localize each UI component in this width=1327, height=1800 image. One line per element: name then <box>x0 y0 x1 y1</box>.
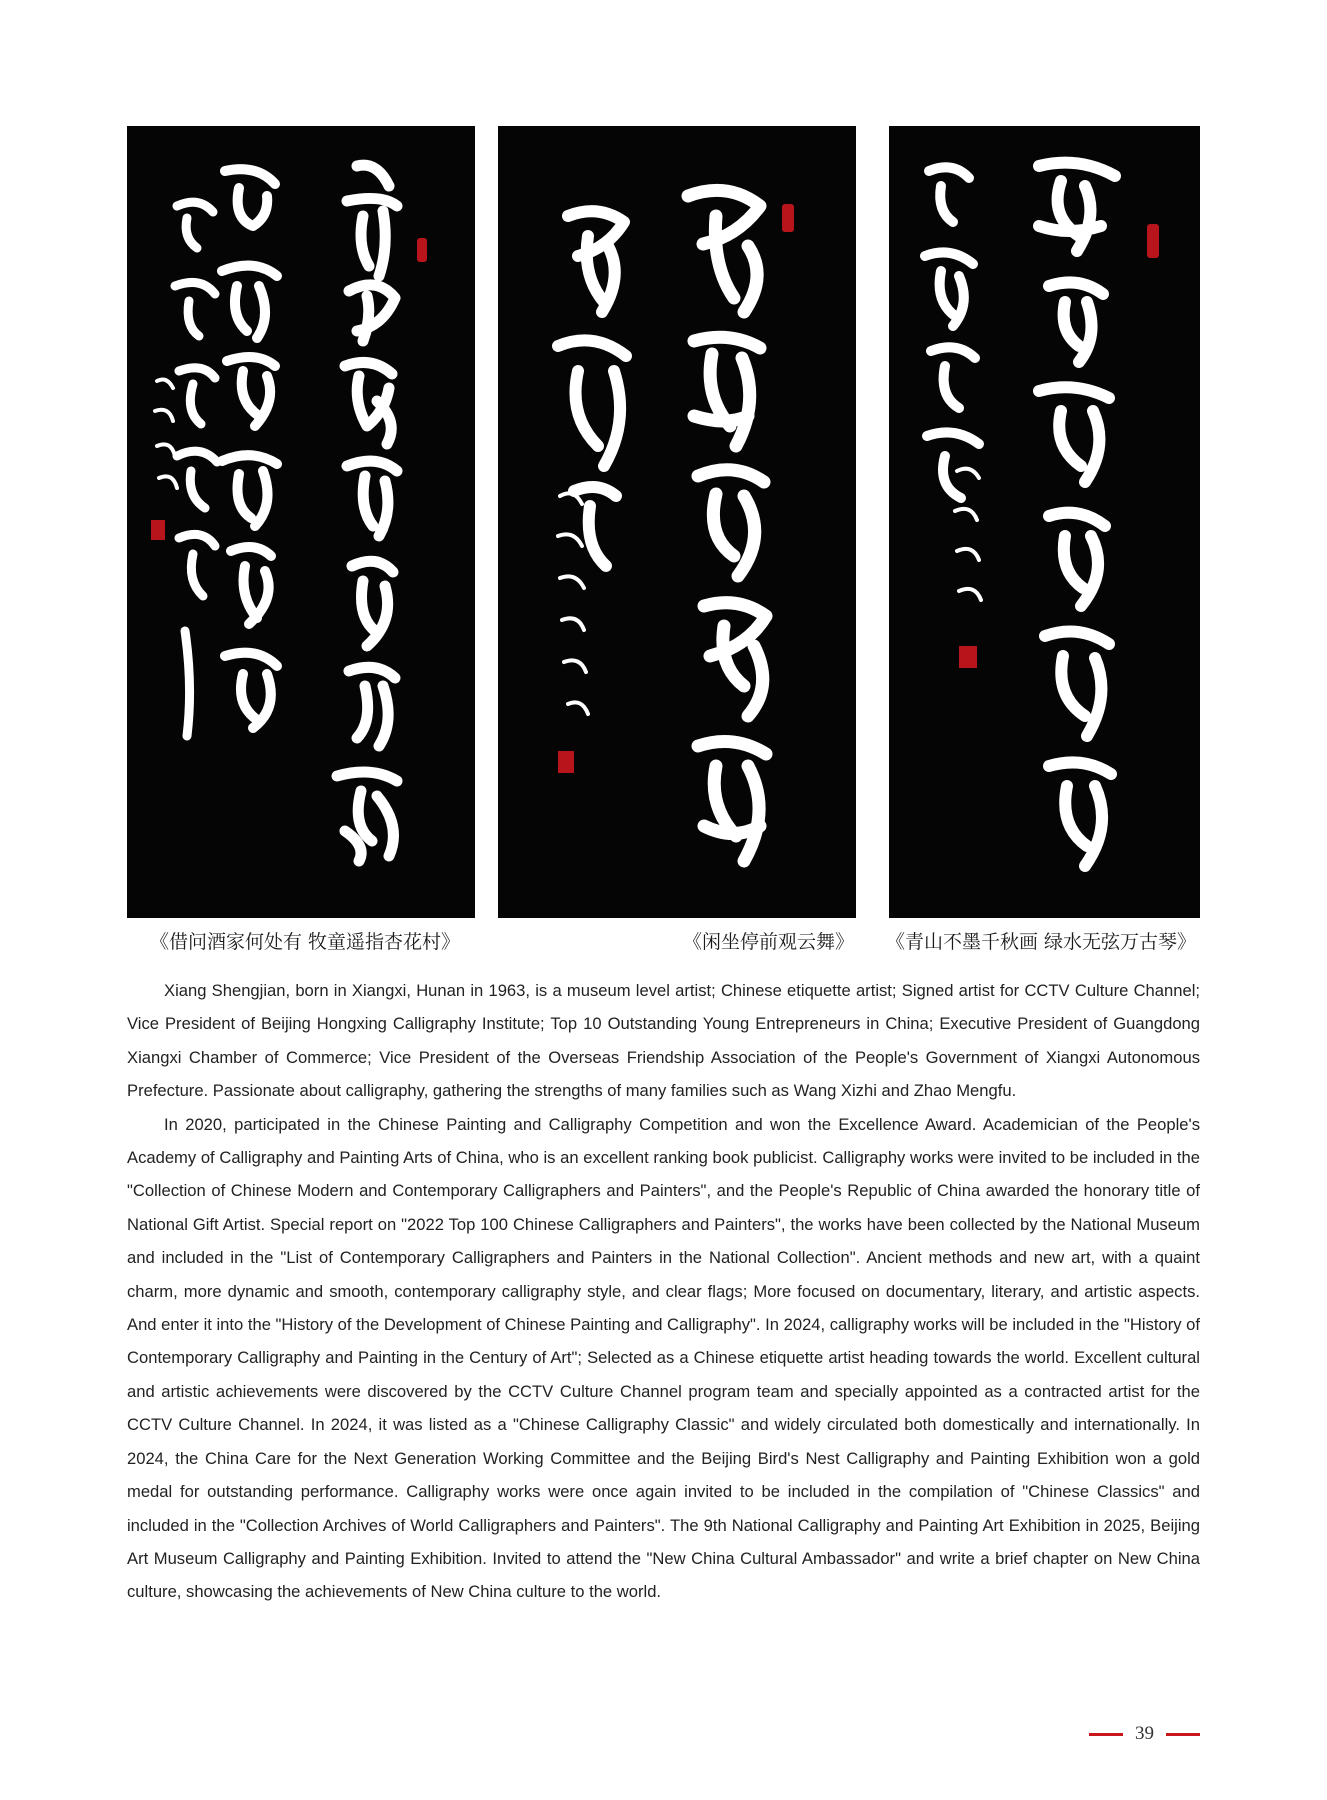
calligraphy-artwork-1 <box>127 126 475 918</box>
calligraphy-column-left <box>558 211 626 566</box>
calligraphy-image-2 <box>498 126 856 918</box>
page-number: 39 <box>1135 1723 1154 1744</box>
seal-3 <box>959 646 977 668</box>
seal-top-1 <box>417 238 427 262</box>
signature-3 <box>955 469 981 600</box>
artwork-caption-3: 《青山不墨千秋画 绿水无弦万古琴》 <box>886 931 1197 953</box>
calligraphy-artwork-2 <box>498 126 856 918</box>
artwork-caption-2: 《闲坐停前观云舞》 <box>683 931 855 953</box>
seal-2 <box>558 751 574 773</box>
page-footer <box>1089 1723 1200 1745</box>
calligraphy-column-left <box>925 167 979 498</box>
calligraphy-image-1 <box>127 126 475 918</box>
calligraphy-artwork-3 <box>889 126 1200 918</box>
footer-rule-right <box>1166 1733 1200 1736</box>
seal-top-3 <box>1147 224 1159 258</box>
calligraphy-image-3 <box>889 126 1200 918</box>
paragraph-2: In 2020, participated in the Chinese Painting and Calligraphy Competition and won the Excellence Award. Academician of the People's Academy of Calligraphy and Painting Arts of China, who is an excellent ranking book publicist. Calligraphy works were invited to be included in the "Collection of Chinese Modern and Contemporary Calligraphers and Painters", and the People's Republic of China awarded the honorary title of National Gift Artist. Special report on "2022 Top 100 Chinese Calligraphers and Painters", the works have been collected by the National Museum and included in the "List of Contemporary Calligraphers and Painters in the National Collection". Ancient methods and new art, with a quaint charm, more dynamic and smooth, contemporary calligraphy style, and clear flags; More focused on documentary, literary, and artistic aspects. And enter it into the "History of the Development of Chinese Painting and Calligraphy". In 2024, calligraphy works will be included in the "History of Contemporary Calligraphy and Painting in the Century of Art"; Selected as a Chinese etiquette artist heading towards the world. Excellent cultural and artistic achievements were discovered by the CCTV Culture Channel program team and specially appointed as a contracted artist for the CCTV Culture Channel. In 2024, it was listed as a "Chinese Calligraphy Classic" and widely circulated both domestically and internationally. In 2024, the China Care for the Next Generation Working Committee and the Beijing Bird's Nest Calligraphy and Painting Exhibition won a gold medal for outstanding performance. Calligraphy works were once again invited to be included in the compilation of "Chinese Classics" and included in the "Collection Archives of World Calligraphers and Painters". The 9th National Calligraphy and Painting Art Exhibition in 2025, Beijing Art Museum Calligraphy and Painting Exhibition. Invited to attend the "New China Cultural Ambassador" and write a brief chapter on New China culture, showcasing the achievements of New China culture to the world. <box>127 1114 1200 1602</box>
signature-1 <box>155 380 177 488</box>
calligraphy-column-right <box>688 190 766 861</box>
calligraphy-column-middle <box>222 169 277 728</box>
calligraphy-column-left <box>175 202 217 736</box>
biography-text <box>127 974 1200 1609</box>
artwork-caption-1: 《借问酒家何处有 牧童遥指杏花村》 <box>150 931 461 953</box>
paragraph-1: Xiang Shengjian, born in Xiangxi, Hunan in 1963, is a museum level artist; Chinese etiquette artist; Signed artist for CCTV Culture Channel; Vice President of Beijing Hongxing Calligraphy Institute; Top 10 Outstanding Young Entrepreneurs in China; Executive President of Guangdong Xiangxi Chamber of Commerce; Vice President of the Overseas Friendship Association of the People's Government of Xiangxi Autonomous Prefecture. Passionate about calligraphy, gathering the strengths of many families such as Wang Xizhi and Zhao Mengfu. <box>127 981 1200 1101</box>
footer-rule-left <box>1089 1733 1123 1736</box>
calligraphy-column-right <box>1039 163 1115 866</box>
seal-1 <box>151 520 165 540</box>
calligraphy-column-right <box>337 165 397 861</box>
seal-top-2 <box>782 204 794 232</box>
